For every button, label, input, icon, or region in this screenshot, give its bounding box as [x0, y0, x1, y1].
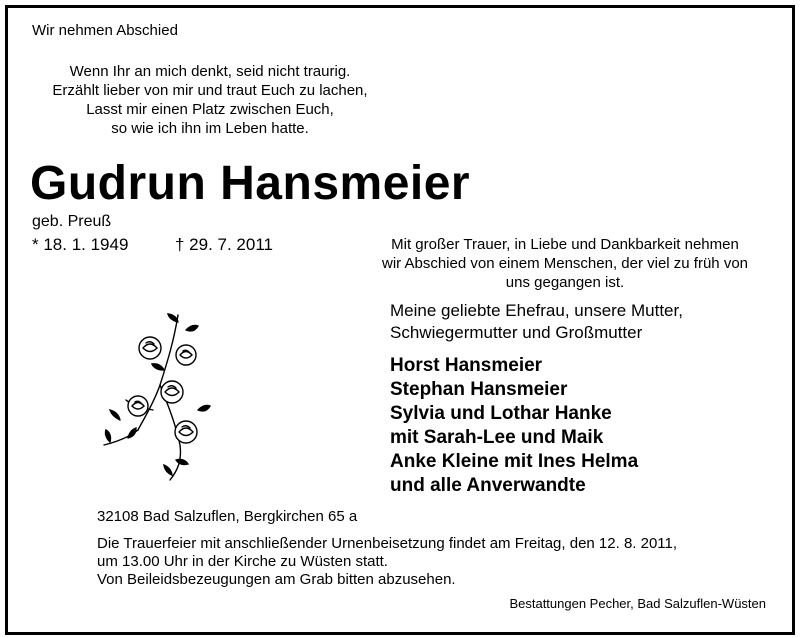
mourner-line: Stephan Hansmeier [390, 379, 568, 400]
announcement-line: wir Abschied von einem Menschen, der viel zu früh von [381, 255, 749, 272]
ceremony-line: Von Beileidsbezeugungen am Grab bitten abzusehen. [97, 571, 456, 588]
poem-line: Erzählt lieber von mir und traut Euch zu lachen, [52, 82, 368, 99]
relation-line: Meine geliebte Ehefrau, unsere Mutter, [390, 301, 683, 320]
deceased-name: Gudrun Hansmeier [30, 157, 471, 210]
birth-name: geb. Preuß [32, 213, 112, 230]
death-date: † 29. 7. 2011 [175, 235, 273, 254]
mourners-list [390, 354, 638, 498]
ceremony-info [97, 535, 677, 589]
mourner-line: Sylvia und Lothar Hanke [390, 403, 612, 424]
ceremony-line: Die Trauerfeier mit anschließender Urnenbeisetzung findet am Freitag, den 12. 8. 2011, [97, 535, 678, 552]
undertaker-credit: Bestattungen Pecher, Bad Salzuflen-Wüsten [509, 596, 766, 611]
announcement-line: Mit großer Trauer, in Liebe und Dankbarkeit nehmen [391, 236, 739, 253]
ceremony-line: um 13.00 Uhr in der Kirche zu Wüsten statt. [97, 553, 388, 570]
mourner-line: Anke Kleine mit Ines Helma [390, 451, 639, 472]
announcement-line: uns gegangen ist. [505, 274, 625, 291]
mourner-line: mit Sarah-Lee und Maik [390, 427, 604, 448]
mourner-line: Horst Hansmeier [390, 355, 543, 376]
announcement-text [355, 235, 775, 292]
poem-line: Wenn Ihr an mich denkt, seid nicht traurig. [69, 63, 351, 80]
mourner-line: und alle Anverwandte [390, 475, 586, 496]
address: 32108 Bad Salzuflen, Bergkirchen 65 a [97, 508, 358, 525]
roses-icon [98, 310, 218, 485]
poem-line: so wie ich ihn im Leben hatte. [111, 120, 309, 137]
relation-text [390, 300, 683, 344]
poem-line: Lasst mir einen Platz zwischen Euch, [86, 101, 334, 118]
relation-line: Schwiegermutter und Großmutter [390, 323, 643, 342]
notice-heading: Wir nehmen Abschied [32, 22, 178, 39]
poem [0, 62, 420, 138]
birth-date: * 18. 1. 1949 [32, 235, 129, 254]
